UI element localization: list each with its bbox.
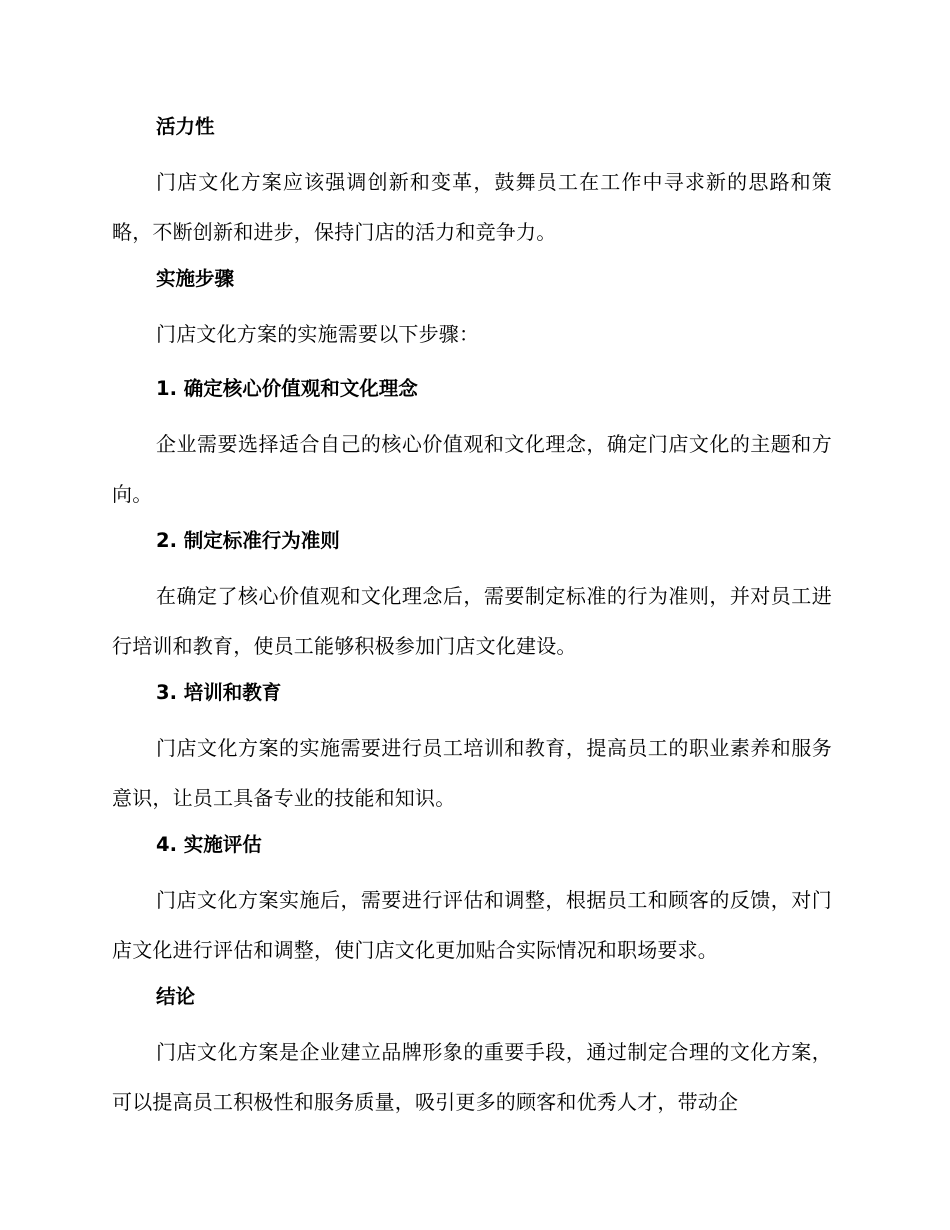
paragraph-step-2: 在确定了核心价值观和文化理念后，需要制定标准的行为准则，并对员工进行培训和教育，使员工能够积极参加门店文化建设。 [112, 584, 832, 658]
paragraph-step-3: 门店文化方案的实施需要进行员工培训和教育，提高员工的职业素养和服务意识，让员工具备专业的技能和知识。 [112, 736, 832, 810]
heading-step-3: 3. 培训和教育 [156, 681, 282, 704]
paragraph-step-4: 门店文化方案实施后，需要进行评估和调整，根据员工和顾客的反馈，对门店文化进行评估和调整，使门店文化更加贴合实际情况和职场要求。 [112, 888, 832, 962]
heading-vitality: 活力性 [156, 115, 215, 138]
heading-step-4: 4. 实施评估 [156, 833, 262, 856]
paragraph-conclusion: 门店文化方案是企业建立品牌形象的重要手段，通过制定合理的文化方案，可以提高员工积极性和服务质量，吸引更多的顾客和优秀人才，带动企 [112, 1040, 832, 1114]
heading-step-1: 1. 确定核心价值观和文化理念 [156, 377, 418, 400]
heading-implementation-steps: 实施步骤 [156, 267, 235, 290]
heading-step-2: 2. 制定标准行为准则 [156, 529, 340, 552]
heading-conclusion: 结论 [156, 985, 196, 1008]
paragraph-implementation-intro: 门店文化方案的实施需要以下步骤： [156, 322, 480, 346]
paragraph-step-1: 企业需要选择适合自己的核心价值观和文化理念，确定门店文化的主题和方向。 [112, 432, 832, 506]
paragraph-vitality: 门店文化方案应该强调创新和变革，鼓舞员工在工作中寻求新的思路和策略，不断创新和进步，保持门店的活力和竞争力。 [112, 170, 832, 244]
